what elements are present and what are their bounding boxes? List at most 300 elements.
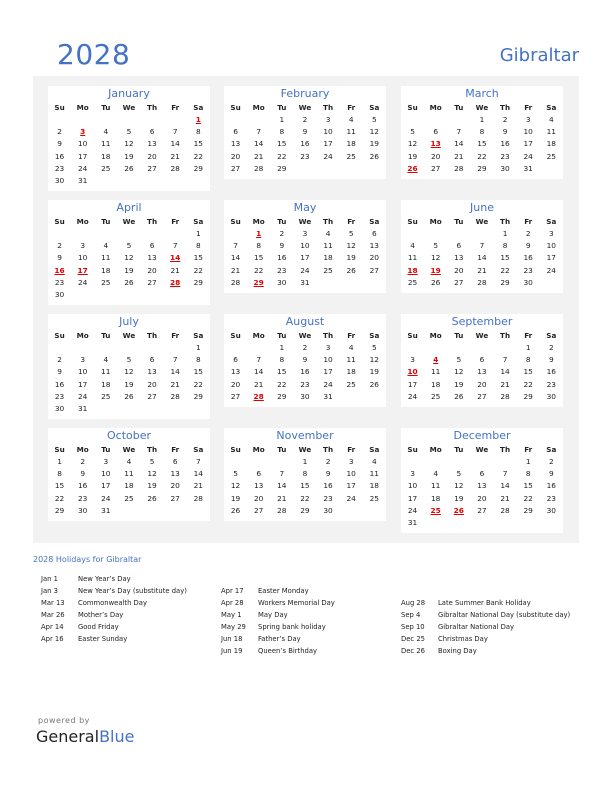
holiday-day: 10 bbox=[407, 367, 418, 377]
day-cell: 29 bbox=[277, 391, 287, 401]
day-cell: 14 bbox=[230, 253, 241, 263]
holiday-day: 25 bbox=[430, 505, 441, 515]
day-cell: 20 bbox=[454, 265, 464, 275]
day-cell: 12 bbox=[369, 355, 380, 365]
month-title: November bbox=[276, 429, 334, 442]
day-cell: 14 bbox=[253, 139, 264, 149]
empty-cell bbox=[363, 391, 386, 403]
week-row bbox=[224, 456, 386, 468]
day-cell: 7 bbox=[456, 127, 462, 137]
brand-blue: Blue bbox=[99, 727, 135, 746]
day-cell: 2 bbox=[80, 457, 86, 466]
day-cell: 11 bbox=[101, 367, 111, 377]
day-cell: 25 bbox=[323, 265, 333, 275]
empty-cell bbox=[447, 342, 470, 354]
weekday-label: Mo bbox=[252, 103, 265, 112]
holiday-name: Easter Sunday bbox=[78, 635, 128, 643]
day-cell: 16 bbox=[500, 139, 510, 149]
day-cell: 2 bbox=[279, 229, 285, 238]
week-row bbox=[48, 114, 210, 126]
weekday-label: We bbox=[475, 445, 489, 454]
day-cell: 28 bbox=[500, 391, 510, 401]
week-row bbox=[48, 277, 210, 289]
day-cell: 20 bbox=[147, 151, 157, 161]
day-cell: 24 bbox=[300, 265, 310, 275]
day-cell: 16 bbox=[54, 379, 65, 389]
day-cell: 16 bbox=[54, 151, 65, 161]
week-row bbox=[401, 126, 563, 138]
day-cell: 11 bbox=[546, 127, 557, 137]
holiday-date: Apr 16 bbox=[41, 635, 64, 643]
month-december bbox=[401, 428, 563, 533]
empty-cell bbox=[164, 175, 187, 187]
day-cell: 7 bbox=[172, 355, 178, 365]
week-row bbox=[401, 505, 563, 517]
empty-cell bbox=[424, 342, 447, 354]
day-cell: 2 bbox=[57, 241, 62, 251]
holiday-name: May Day bbox=[258, 611, 288, 619]
month-july bbox=[48, 314, 210, 419]
day-cell: 4 bbox=[325, 229, 331, 238]
empty-cell bbox=[247, 342, 270, 354]
weekday-label: Tu bbox=[277, 217, 287, 226]
holiday-date: May 1 bbox=[221, 611, 242, 619]
week-row bbox=[401, 391, 563, 403]
day-cell: 7 bbox=[502, 469, 508, 479]
day-cell: 20 bbox=[147, 379, 157, 389]
day-cell: 18 bbox=[101, 151, 111, 161]
day-cell: 14 bbox=[170, 367, 180, 377]
empty-cell bbox=[94, 289, 117, 301]
day-cell: 4 bbox=[548, 115, 554, 124]
week-row bbox=[48, 342, 210, 354]
week-row bbox=[401, 240, 563, 252]
weekday-label: Mo bbox=[252, 445, 265, 454]
week-row bbox=[48, 480, 210, 492]
day-cell: 8 bbox=[195, 355, 201, 365]
week-row bbox=[224, 468, 386, 480]
day-cell: 25 bbox=[346, 151, 356, 161]
day-cell: 26 bbox=[369, 151, 380, 161]
day-cell: 15 bbox=[477, 139, 487, 149]
weekday-label: Mo bbox=[429, 445, 442, 454]
empty-cell bbox=[141, 505, 164, 517]
empty-cell bbox=[401, 342, 424, 354]
empty-cell bbox=[540, 517, 563, 529]
day-cell: 22 bbox=[523, 379, 533, 389]
day-cell: 31 bbox=[300, 277, 310, 287]
day-cell: 29 bbox=[523, 391, 533, 401]
day-cell: 19 bbox=[454, 493, 464, 503]
week-row bbox=[401, 354, 563, 366]
weekday-label: Mo bbox=[429, 331, 442, 340]
month-october bbox=[48, 428, 210, 521]
day-cell: 10 bbox=[523, 127, 533, 137]
weekday-label: Tu bbox=[454, 103, 464, 112]
day-cell: 12 bbox=[346, 241, 356, 251]
weekday-label: Fr bbox=[347, 103, 356, 112]
weekday-label: Sa bbox=[193, 331, 204, 340]
day-cell: 13 bbox=[253, 481, 264, 491]
week-row bbox=[401, 265, 563, 277]
day-cell: 21 bbox=[170, 151, 180, 161]
day-cell: 3 bbox=[325, 115, 331, 124]
week-row bbox=[401, 277, 563, 289]
weekday-label: Mo bbox=[76, 445, 89, 454]
day-cell: 4 bbox=[348, 343, 354, 352]
day-cell: 10 bbox=[346, 469, 356, 479]
day-cell: 8 bbox=[525, 355, 531, 365]
day-cell: 26 bbox=[124, 391, 134, 401]
empty-cell bbox=[494, 456, 517, 468]
day-cell: 24 bbox=[101, 493, 111, 503]
day-cell: 14 bbox=[477, 253, 487, 263]
day-cell: 27 bbox=[230, 163, 241, 173]
holiday-day: 1 bbox=[195, 115, 201, 124]
week-row bbox=[401, 151, 563, 163]
day-cell: 22 bbox=[253, 265, 264, 275]
day-cell: 1 bbox=[195, 343, 201, 352]
day-cell: 22 bbox=[300, 493, 310, 503]
day-cell: 27 bbox=[477, 505, 487, 515]
holiday-day: 4 bbox=[433, 355, 439, 365]
week-row bbox=[48, 354, 210, 366]
month-september bbox=[401, 314, 563, 407]
weekday-label: Su bbox=[230, 445, 241, 454]
weekday-label: We bbox=[122, 331, 136, 340]
holiday-item bbox=[41, 573, 187, 585]
day-cell: 2 bbox=[57, 355, 62, 365]
empty-cell bbox=[187, 505, 210, 517]
day-cell: 8 bbox=[479, 127, 485, 137]
weekday-label: We bbox=[475, 103, 489, 112]
day-cell: 4 bbox=[103, 355, 109, 365]
day-cell: 25 bbox=[369, 493, 380, 503]
holiday-date: Jun 18 bbox=[221, 635, 243, 643]
day-cell: 29 bbox=[500, 277, 510, 287]
week-row bbox=[48, 240, 210, 252]
empty-cell bbox=[71, 342, 94, 354]
holiday-day: 1 bbox=[256, 229, 262, 238]
week-row bbox=[401, 468, 563, 480]
empty-cell bbox=[48, 228, 71, 240]
day-cell: 9 bbox=[548, 469, 554, 479]
holiday-date: Jun 19 bbox=[221, 647, 243, 655]
day-cell: 10 bbox=[101, 469, 111, 479]
day-cell: 5 bbox=[126, 355, 132, 365]
week-row bbox=[401, 480, 563, 492]
holiday-name: Late Summer Bank Holiday bbox=[438, 599, 531, 607]
day-cell: 17 bbox=[546, 253, 557, 263]
weekday-label: Fr bbox=[347, 331, 356, 340]
day-cell: 1 bbox=[57, 457, 62, 466]
holiday-day: 28 bbox=[253, 391, 264, 401]
empty-cell bbox=[187, 175, 210, 187]
day-cell: 19 bbox=[147, 481, 157, 491]
day-cell: 23 bbox=[546, 493, 557, 503]
day-cell: 2 bbox=[502, 115, 508, 124]
week-row bbox=[48, 391, 210, 403]
day-cell: 30 bbox=[277, 277, 287, 287]
day-cell: 9 bbox=[325, 469, 331, 479]
month-april bbox=[48, 200, 210, 305]
empty-cell bbox=[117, 505, 140, 517]
brand-logo bbox=[36, 727, 134, 746]
day-cell: 7 bbox=[502, 355, 508, 365]
day-cell: 6 bbox=[456, 241, 462, 251]
holiday-date: Jan 3 bbox=[41, 587, 58, 595]
empty-cell bbox=[224, 342, 247, 354]
empty-cell bbox=[494, 342, 517, 354]
day-cell: 20 bbox=[369, 253, 380, 263]
day-cell: 27 bbox=[147, 391, 157, 401]
day-cell: 22 bbox=[523, 493, 533, 503]
day-cell: 6 bbox=[233, 127, 238, 137]
day-cell: 24 bbox=[346, 493, 356, 503]
weekday-label: Su bbox=[407, 217, 418, 226]
week-row bbox=[401, 114, 563, 126]
day-cell: 30 bbox=[300, 391, 310, 401]
day-cell: 22 bbox=[277, 151, 287, 161]
weekday-header bbox=[401, 101, 563, 114]
week-row bbox=[224, 354, 386, 366]
week-row bbox=[224, 505, 386, 517]
empty-cell bbox=[48, 342, 71, 354]
day-cell: 29 bbox=[193, 163, 204, 173]
empty-cell bbox=[447, 228, 470, 240]
day-cell: 28 bbox=[477, 277, 487, 287]
empty-cell bbox=[48, 114, 71, 126]
month-title: May bbox=[293, 201, 317, 214]
day-cell: 24 bbox=[323, 379, 333, 389]
empty-cell bbox=[447, 114, 470, 126]
day-cell: 12 bbox=[454, 481, 464, 491]
day-cell: 30 bbox=[54, 403, 65, 413]
day-cell: 12 bbox=[124, 367, 134, 377]
weekday-label: Sa bbox=[369, 331, 380, 340]
empty-cell bbox=[340, 505, 363, 517]
country-title: Gibraltar bbox=[499, 45, 579, 66]
week-row bbox=[224, 138, 386, 150]
empty-cell bbox=[94, 228, 117, 240]
day-cell: 5 bbox=[433, 241, 439, 251]
day-cell: 20 bbox=[430, 151, 441, 161]
day-cell: 19 bbox=[124, 151, 134, 161]
day-cell: 5 bbox=[348, 229, 354, 238]
day-cell: 14 bbox=[170, 139, 180, 149]
day-cell: 19 bbox=[230, 493, 241, 503]
day-cell: 23 bbox=[546, 379, 557, 389]
day-cell: 3 bbox=[410, 355, 415, 365]
holiday-item bbox=[41, 633, 187, 645]
week-row bbox=[48, 379, 210, 391]
day-cell: 29 bbox=[54, 505, 65, 515]
day-cell: 10 bbox=[546, 241, 557, 251]
empty-cell bbox=[401, 114, 424, 126]
day-cell: 4 bbox=[103, 241, 109, 251]
empty-cell bbox=[401, 228, 424, 240]
day-cell: 27 bbox=[430, 163, 441, 173]
empty-cell bbox=[363, 505, 386, 517]
day-cell: 2 bbox=[325, 457, 331, 466]
holiday-date: Dec 25 bbox=[401, 635, 425, 643]
day-cell: 23 bbox=[523, 265, 533, 275]
day-cell: 7 bbox=[172, 241, 178, 251]
holiday-date: Mar 13 bbox=[41, 599, 65, 607]
day-cell: 4 bbox=[126, 457, 132, 466]
empty-cell bbox=[363, 277, 386, 289]
day-cell: 26 bbox=[454, 391, 464, 401]
day-cell: 13 bbox=[170, 469, 180, 479]
month-title: February bbox=[280, 87, 330, 100]
holiday-column bbox=[41, 573, 187, 645]
week-row bbox=[224, 480, 386, 492]
empty-cell bbox=[224, 228, 247, 240]
week-row bbox=[224, 391, 386, 403]
day-cell: 1 bbox=[195, 229, 201, 238]
day-cell: 15 bbox=[523, 481, 533, 491]
empty-cell bbox=[470, 342, 493, 354]
day-cell: 30 bbox=[54, 289, 65, 299]
weekday-label: Fr bbox=[524, 445, 533, 454]
week-row bbox=[401, 366, 563, 378]
holiday-name: New Year’s Day (substitute day) bbox=[78, 587, 187, 595]
day-cell: 5 bbox=[126, 241, 132, 251]
day-cell: 3 bbox=[103, 457, 109, 466]
day-cell: 25 bbox=[346, 379, 356, 389]
day-cell: 2 bbox=[525, 229, 531, 238]
holiday-item bbox=[221, 597, 335, 609]
day-cell: 21 bbox=[454, 151, 464, 161]
day-cell: 6 bbox=[479, 469, 485, 479]
day-cell: 16 bbox=[546, 481, 557, 491]
empty-cell bbox=[117, 228, 140, 240]
day-cell: 6 bbox=[149, 127, 155, 137]
day-cell: 13 bbox=[230, 139, 241, 149]
weekday-label: Th bbox=[323, 103, 334, 112]
day-cell: 23 bbox=[54, 163, 65, 173]
brand-general: General bbox=[36, 727, 100, 746]
week-row bbox=[401, 228, 563, 240]
day-cell: 27 bbox=[253, 505, 264, 515]
day-cell: 17 bbox=[77, 151, 88, 161]
day-cell: 28 bbox=[454, 163, 464, 173]
holiday-date: Mar 26 bbox=[41, 611, 65, 619]
day-cell: 20 bbox=[170, 481, 180, 491]
day-cell: 26 bbox=[124, 163, 134, 173]
day-cell: 11 bbox=[323, 241, 333, 251]
day-cell: 13 bbox=[147, 367, 157, 377]
day-cell: 23 bbox=[277, 265, 287, 275]
day-cell: 1 bbox=[479, 115, 485, 124]
day-cell: 11 bbox=[101, 139, 111, 149]
empty-cell bbox=[224, 114, 247, 126]
holiday-name: New Year’s Day bbox=[78, 575, 131, 583]
day-cell: 6 bbox=[371, 229, 377, 238]
holiday-item bbox=[41, 609, 187, 621]
day-cell: 21 bbox=[170, 379, 180, 389]
weekday-label: Su bbox=[407, 331, 418, 340]
weekday-label: We bbox=[475, 331, 489, 340]
day-cell: 4 bbox=[371, 457, 377, 466]
weekday-label: Fr bbox=[524, 103, 533, 112]
week-row bbox=[224, 265, 386, 277]
empty-cell bbox=[141, 342, 164, 354]
day-cell: 8 bbox=[525, 469, 531, 479]
month-may bbox=[224, 200, 386, 293]
day-cell: 23 bbox=[300, 151, 310, 161]
holiday-item bbox=[401, 633, 570, 645]
weekday-label: Sa bbox=[193, 217, 204, 226]
day-cell: 3 bbox=[80, 241, 86, 251]
weekday-label: Sa bbox=[193, 103, 204, 112]
holiday-item bbox=[221, 621, 335, 633]
week-row bbox=[224, 240, 386, 252]
day-cell: 18 bbox=[101, 379, 111, 389]
day-cell: 25 bbox=[430, 391, 441, 401]
holiday-date: Dec 26 bbox=[401, 647, 425, 655]
week-row bbox=[48, 289, 210, 301]
day-cell: 30 bbox=[523, 277, 533, 287]
day-cell: 9 bbox=[80, 469, 86, 479]
day-cell: 28 bbox=[193, 493, 204, 503]
day-cell: 8 bbox=[195, 127, 201, 137]
weekday-label: Fr bbox=[524, 331, 533, 340]
holiday-column bbox=[221, 585, 335, 657]
day-cell: 6 bbox=[233, 355, 238, 365]
day-cell: 3 bbox=[525, 115, 531, 124]
day-cell: 13 bbox=[147, 139, 157, 149]
day-cell: 25 bbox=[101, 391, 111, 401]
weekday-label: Th bbox=[500, 103, 511, 112]
day-cell: 17 bbox=[101, 481, 111, 491]
empty-cell bbox=[141, 403, 164, 415]
day-cell: 7 bbox=[256, 355, 262, 365]
empty-cell bbox=[424, 456, 447, 468]
day-cell: 27 bbox=[170, 493, 180, 503]
holidays-title: 2028 Holidays for Gibraltar bbox=[33, 555, 142, 564]
day-cell: 31 bbox=[523, 163, 533, 173]
day-cell: 15 bbox=[193, 253, 204, 263]
empty-cell bbox=[164, 289, 187, 301]
day-cell: 21 bbox=[500, 379, 510, 389]
day-cell: 11 bbox=[101, 253, 111, 263]
weekday-header bbox=[224, 101, 386, 114]
empty-cell bbox=[164, 228, 187, 240]
month-january bbox=[48, 86, 210, 191]
day-cell: 22 bbox=[193, 151, 204, 161]
week-row bbox=[224, 252, 386, 264]
day-cell: 30 bbox=[77, 505, 88, 515]
empty-cell bbox=[317, 163, 340, 175]
empty-cell bbox=[94, 403, 117, 415]
day-cell: 5 bbox=[371, 115, 377, 124]
empty-cell bbox=[141, 175, 164, 187]
day-cell: 14 bbox=[454, 139, 464, 149]
empty-cell bbox=[71, 228, 94, 240]
day-cell: 17 bbox=[346, 481, 356, 491]
day-cell: 10 bbox=[77, 139, 88, 149]
weekday-label: Su bbox=[407, 445, 418, 454]
empty-cell bbox=[494, 517, 517, 529]
day-cell: 19 bbox=[454, 379, 464, 389]
day-cell: 6 bbox=[149, 241, 155, 251]
day-cell: 19 bbox=[369, 139, 380, 149]
day-cell: 9 bbox=[57, 253, 62, 263]
day-cell: 12 bbox=[124, 253, 134, 263]
day-cell: 13 bbox=[369, 241, 380, 251]
empty-cell bbox=[340, 277, 363, 289]
